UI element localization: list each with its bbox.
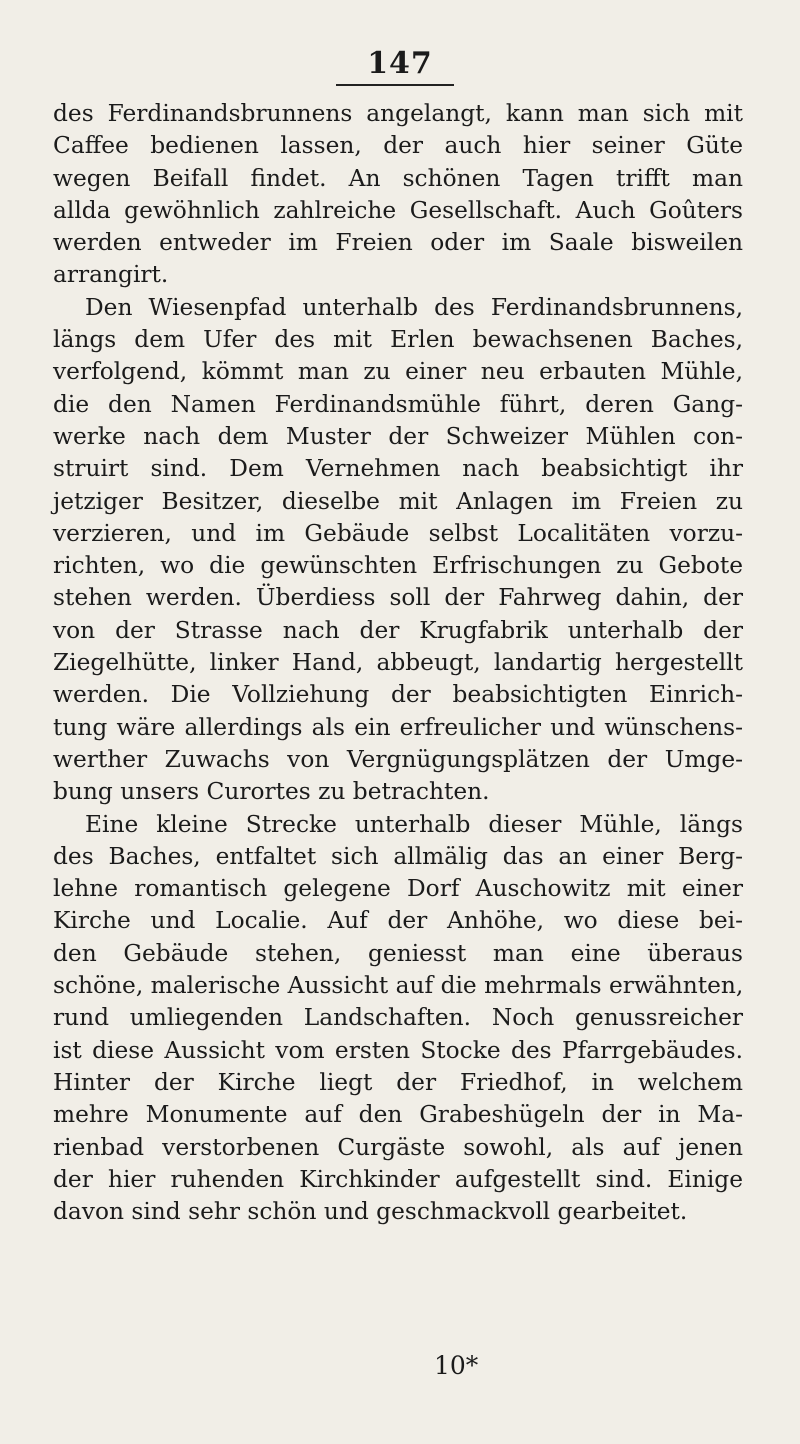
text-line: den Gebäude stehen, geniesst man eine überaus xyxy=(53,939,743,967)
text-line: der hier ruhenden Kirchkinder aufgestellt sind. Einige xyxy=(53,1165,743,1193)
text-line: davon sind sehr schön und geschmackvoll gearbeitet. xyxy=(53,1198,688,1226)
body-text xyxy=(53,98,743,1228)
text-line: werke nach dem Muster der Schweizer Mühlen con- xyxy=(53,422,743,450)
text-line: schöne, malerische Aussicht auf die mehrmals erwähnten, xyxy=(53,972,744,1000)
text-line: rienbad verstorbenen Curgäste sowohl, als auf jenen xyxy=(53,1133,743,1161)
text-line: wegen Beifall findet. An schönen Tagen trifft man xyxy=(53,164,743,192)
page-number: 147 xyxy=(367,46,433,81)
text-line: bung unsers Curortes zu betrachten. xyxy=(53,778,490,806)
text-line: des Baches, entfaltet sich allmälig das an einer Berg- xyxy=(53,842,743,870)
text-line: ist diese Aussicht vom ersten Stocke des Pfarrgebäudes. xyxy=(53,1036,743,1064)
text-line: rund umliegenden Landschaften. Noch genussreicher xyxy=(53,1004,743,1032)
paragraph-start: Eine kleine Strecke unterhalb dieser Mühle, längs xyxy=(85,810,743,838)
text-line: struirt sind. Dem Vernehmen nach beabsichtigt ihr xyxy=(53,455,743,483)
text-line: stehen werden. Überdiess soll der Fahrweg dahin, der xyxy=(53,584,743,612)
text-line: Ziegelhütte, linker Hand, abbeugt, landartig hergestellt xyxy=(53,649,743,677)
text-line: jetziger Besitzer, dieselbe mit Anlagen im Freien zu xyxy=(53,487,743,515)
text-line: des Ferdinandsbrunnens angelangt, kann man sich mit xyxy=(53,100,743,127)
text-line: längs dem Ufer des mit Erlen bewachsenen Baches, xyxy=(53,326,743,354)
text-line: werden. Die Vollziehung der beabsichtigten Einrich- xyxy=(53,681,743,709)
text-line: arrangirt. xyxy=(53,261,169,289)
text-line: richten, wo die gewünschten Erfrischungen zu Gebote xyxy=(53,552,743,580)
text-line: werther Zuwachs von Vergnügungsplätzen der Umge- xyxy=(53,745,743,773)
text-line: allda gewöhnlich zahlreiche Gesellschaft. Auch Goûters xyxy=(53,196,743,224)
text-line: Kirche und Localie. Auf der Anhöhe, wo diese bei- xyxy=(53,907,743,935)
text-line: tung wäre allerdings als ein erfreulicher und wünschens- xyxy=(53,713,743,741)
text-line: von der Strasse nach der Krugfabrik unterhalb der xyxy=(53,616,743,644)
text-line: die den Namen Ferdinandsmühle führt, deren Gang- xyxy=(53,390,743,418)
text-line: verzieren, und im Gebäude selbst Localitäten vorzu- xyxy=(53,519,743,547)
signature-mark: 10* xyxy=(434,1351,479,1380)
paragraph-start: Den Wiesenpfad unterhalb des Ferdinandsbrunnens, xyxy=(85,293,743,321)
text-line: werden entweder im Freien oder im Saale bisweilen xyxy=(53,229,743,257)
text-line: mehre Monumente auf den Grabeshügeln der in Ma- xyxy=(53,1101,743,1129)
text-line: Hinter der Kirche liegt der Friedhof, in welchem xyxy=(53,1068,743,1096)
text-line: Caffee bedienen lassen, der auch hier seiner Güte xyxy=(53,132,743,160)
text-line: verfolgend, kömmt man zu einer neu erbauten Mühle, xyxy=(53,358,743,386)
text-line: lehne romantisch gelegene Dorf Auschowitz mit einer xyxy=(53,875,743,903)
header-rule xyxy=(336,84,454,86)
